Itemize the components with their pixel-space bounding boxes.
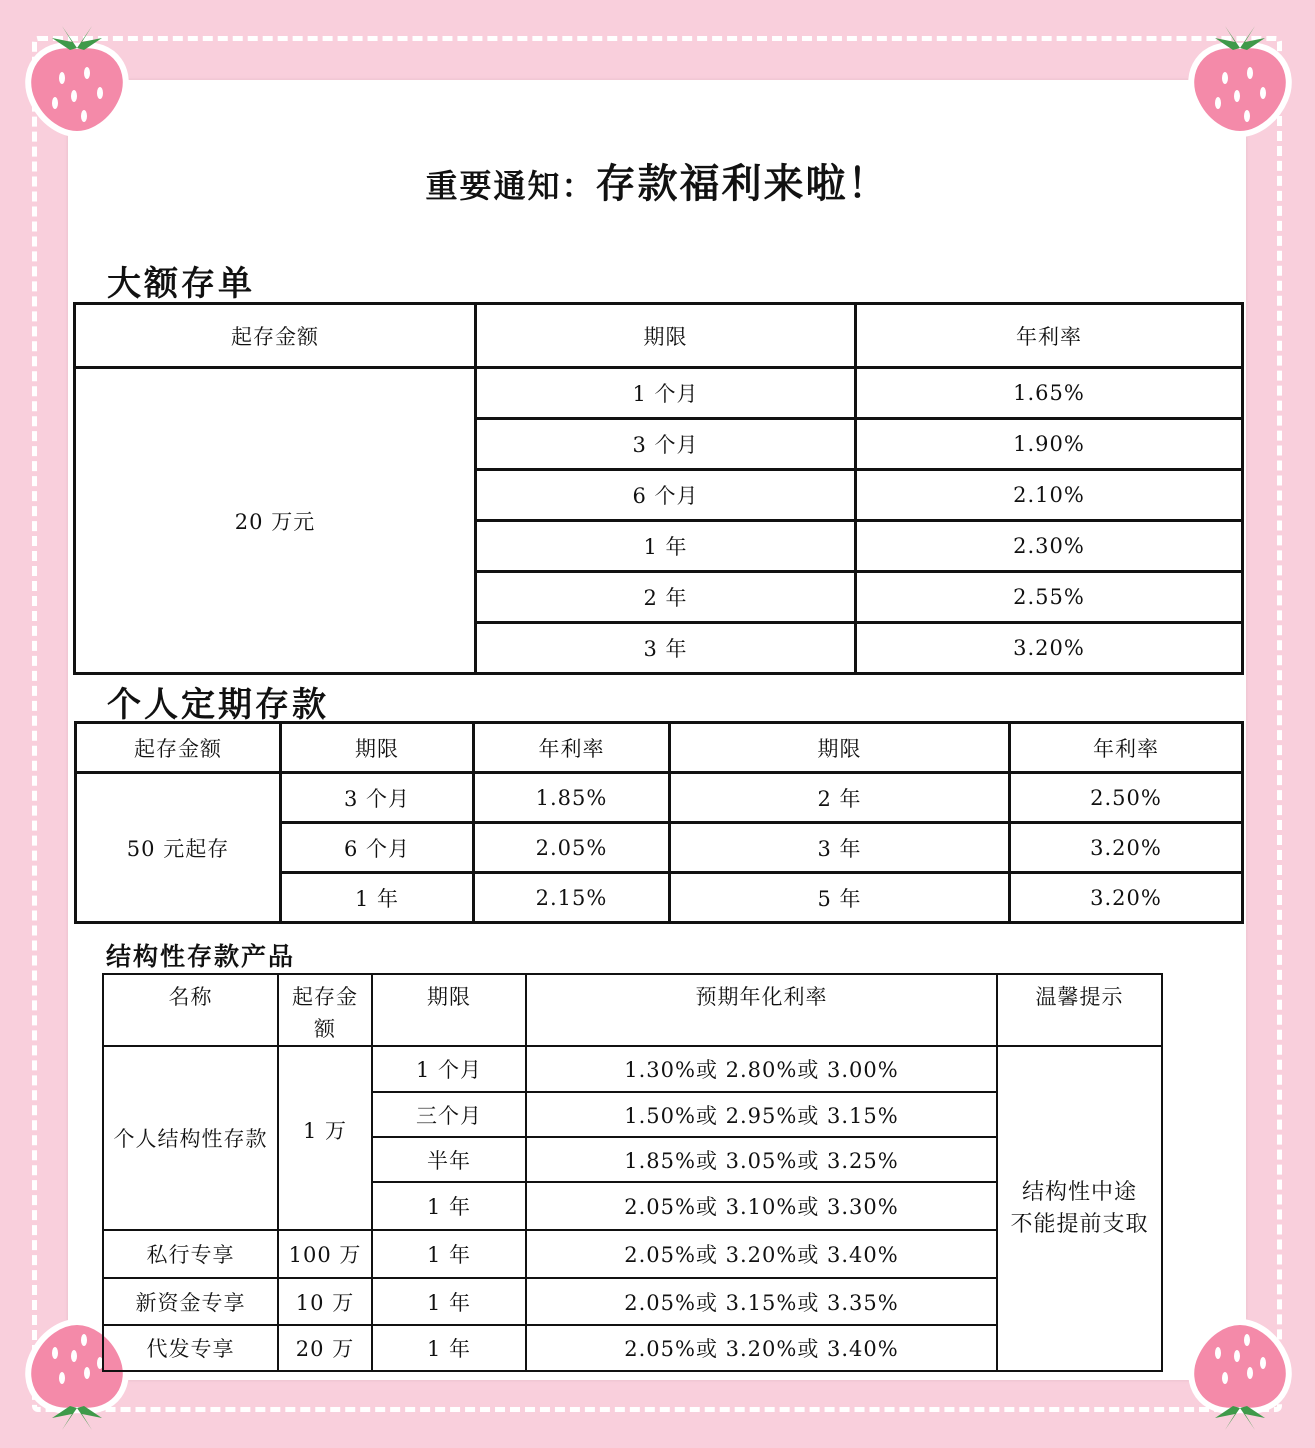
table-row: 6 个月 2.05% 3 年 3.20%	[76, 823, 1243, 873]
tip-cell: 结构性中途 不能提前支取	[997, 1046, 1162, 1371]
structured-heading: 结构性存款产品	[106, 942, 296, 971]
table-row: 6 个月 2.10%	[75, 470, 1243, 521]
strawberry-icon	[22, 18, 132, 138]
table-row: 代发专享 20 万 1 年 2.05%或 3.20%或 3.40%	[103, 1325, 1162, 1371]
table-row: 50 元起存 3 个月 1.85% 2 年 2.50%	[76, 773, 1243, 823]
table-row: 3 个月 1.90%	[75, 419, 1243, 470]
table-row: 2 年 2.55%	[75, 572, 1243, 623]
table-row: 三个月 1.50%或 2.95%或 3.15%	[103, 1092, 1162, 1137]
large-cd-heading: 大额存单	[107, 264, 255, 304]
table-row: 1 年 2.15% 5 年 3.20%	[76, 873, 1243, 923]
time-deposit-table	[74, 721, 1244, 924]
structured-table	[102, 973, 1163, 1372]
table-header-row: 名称 起存金 额 期限 预期年化利率 温馨提示	[103, 974, 1162, 1046]
table-row: 半年 1.85%或 3.05%或 3.25%	[103, 1137, 1162, 1182]
table-header-row: 起存金额 期限 年利率 期限 年利率	[76, 723, 1243, 773]
table-row: 1 年 2.05%或 3.10%或 3.30%	[103, 1182, 1162, 1230]
table-row: 1 年 2.30%	[75, 521, 1243, 572]
table-header-row	[75, 304, 1243, 368]
min-amount-cell: 50 元起存	[76, 773, 281, 923]
table-row: 20 万元 1 个月 1.65%	[75, 368, 1243, 419]
strawberry-icon	[1185, 18, 1295, 138]
header-min-amount: 起存金额	[75, 304, 476, 368]
header-term: 期限	[476, 304, 856, 368]
large-cd-table	[73, 302, 1244, 675]
header-rate: 年利率	[856, 304, 1243, 368]
page-title: 重要通知：存款福利来啦！	[425, 160, 890, 207]
product-name: 个人结构性存款	[103, 1046, 278, 1230]
min-amount-cell: 20 万元	[75, 368, 476, 674]
time-deposit-heading: 个人定期存款	[107, 685, 329, 725]
table-row: 私行专享 100 万 1 年 2.05%或 3.20%或 3.40%	[103, 1230, 1162, 1278]
table-row: 个人结构性存款 1 万 1 个月 1.30%或 2.80%或 3.00% 结构性中途 不能提前支取	[103, 1046, 1162, 1092]
table-row: 新资金专享 10 万 1 年 2.05%或 3.15%或 3.35%	[103, 1278, 1162, 1325]
table-row: 3 年 3.20%	[75, 623, 1243, 674]
strawberry-icon	[1185, 1318, 1295, 1438]
